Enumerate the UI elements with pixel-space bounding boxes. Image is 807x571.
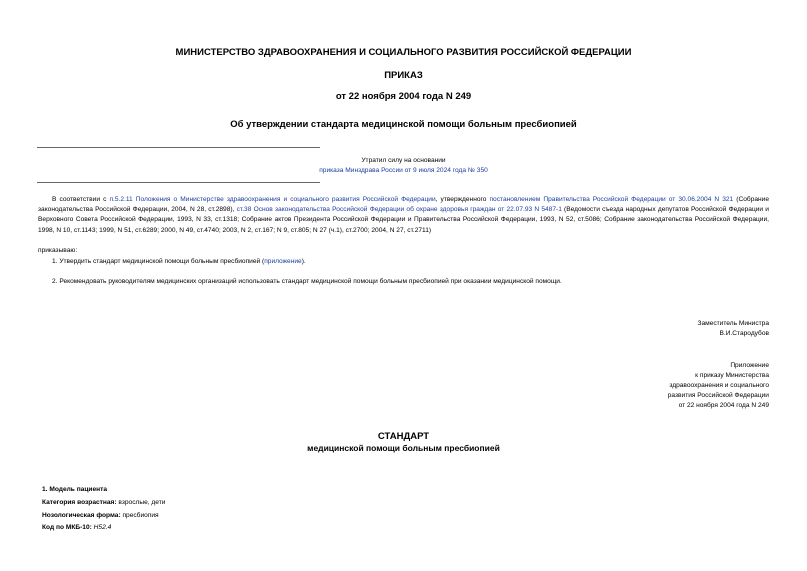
- link-appendix[interactable]: приложение: [264, 258, 302, 265]
- link-government-decree[interactable]: постановлением Правительства Российской Федерации от 30.06.2004 N 321: [489, 196, 734, 203]
- model-form: Нозологическая форма: пресбиопия: [42, 512, 159, 519]
- model-icd-code: Код по МКБ-10: Н52.4: [42, 524, 112, 531]
- appendix-line-5: от 22 ноября 2004 года N 249: [678, 402, 769, 409]
- preamble-text-2: , утвержденного: [435, 196, 490, 203]
- signature-name: В.И.Стародубов: [719, 330, 769, 337]
- order-item-1: 1. Утвердить стандарт медицинской помощи больным пресбиопией (приложение).: [52, 258, 306, 265]
- link-regulation[interactable]: п.5.2.11 Положения о Министерстве здравоохранения и социального развития Российской Федерации: [109, 196, 436, 203]
- preamble-text-4: (Ведомости съезда народных депутатов Российской Федерации и Верховного Совета Российской Федерации, 1993, N 33, ст.1318; Собрание актов Президента Российской Федерации и Правительства Российской Федерации, 1993, N 52, ст.5086; Собрание законодательства Российской Федерации, 1998, N 10, ст.1143; 1999, N 51, ст.6289; 2000, N 49, ст.4740; 2003, N 2, ст.167; N 9, ст.805; N 27 (ч.1), ст.2700; 2004, N 27, ст.2711): [38, 206, 769, 234]
- appendix-line-4: развития Российской Федерации: [667, 392, 769, 399]
- model-heading: 1. Модель пациента: [42, 486, 107, 493]
- doc-title: Об утверждении стандарта медицинской помощи больным пресбиопией: [230, 119, 577, 130]
- appendix-line-3: здравоохранения и социального: [669, 382, 769, 389]
- preamble-text-1: В соответствии с: [52, 196, 110, 203]
- standard-subtitle: медицинской помощи больным пресбиопией: [307, 443, 500, 453]
- notice-bottom-rule: [37, 182, 320, 183]
- doc-type: ПРИКАЗ: [384, 70, 423, 81]
- preamble-text-3: (Собрание законодательства Российской Федерации, 2004, N 28, ст.2898),: [38, 196, 770, 214]
- doc-date-number: от 22 ноября 2004 года N 249: [335, 91, 472, 102]
- notice-link[interactable]: приказа Минздрава России от 9 июля 2024 года № 350: [319, 167, 488, 174]
- link-health-law[interactable]: ст.38 Основ законодательства Российской Федерации об охране здоровья граждан от 22.07.93 N 5487-1: [236, 206, 562, 214]
- standard-title: СТАНДАРТ: [377, 431, 430, 442]
- preamble-paragraph: [38, 195, 769, 236]
- ministry-heading: МИНИСТЕРСТВО ЗДРАВООХРАНЕНИЯ И СОЦИАЛЬНОГО РАЗВИТИЯ РОССИЙСКОЙ ФЕДЕРАЦИИ: [175, 47, 632, 58]
- orders-word: приказываю:: [38, 247, 78, 254]
- order-item-2: 2. Рекомендовать руководителям медицинских организаций использовать стандарт медицинской помощи больным пресбиопией при оказании медицинской помощи.: [52, 278, 562, 285]
- appendix-line-2: к приказу Министерства: [695, 372, 769, 379]
- notice-top-rule: [37, 147, 320, 148]
- signature-position: Заместитель Министра: [697, 320, 769, 327]
- appendix-line-1: Приложение: [730, 362, 769, 369]
- model-age: Категория возрастная: взрослые, дети: [42, 499, 166, 506]
- notice-text: Утратил силу на основании: [361, 157, 446, 164]
